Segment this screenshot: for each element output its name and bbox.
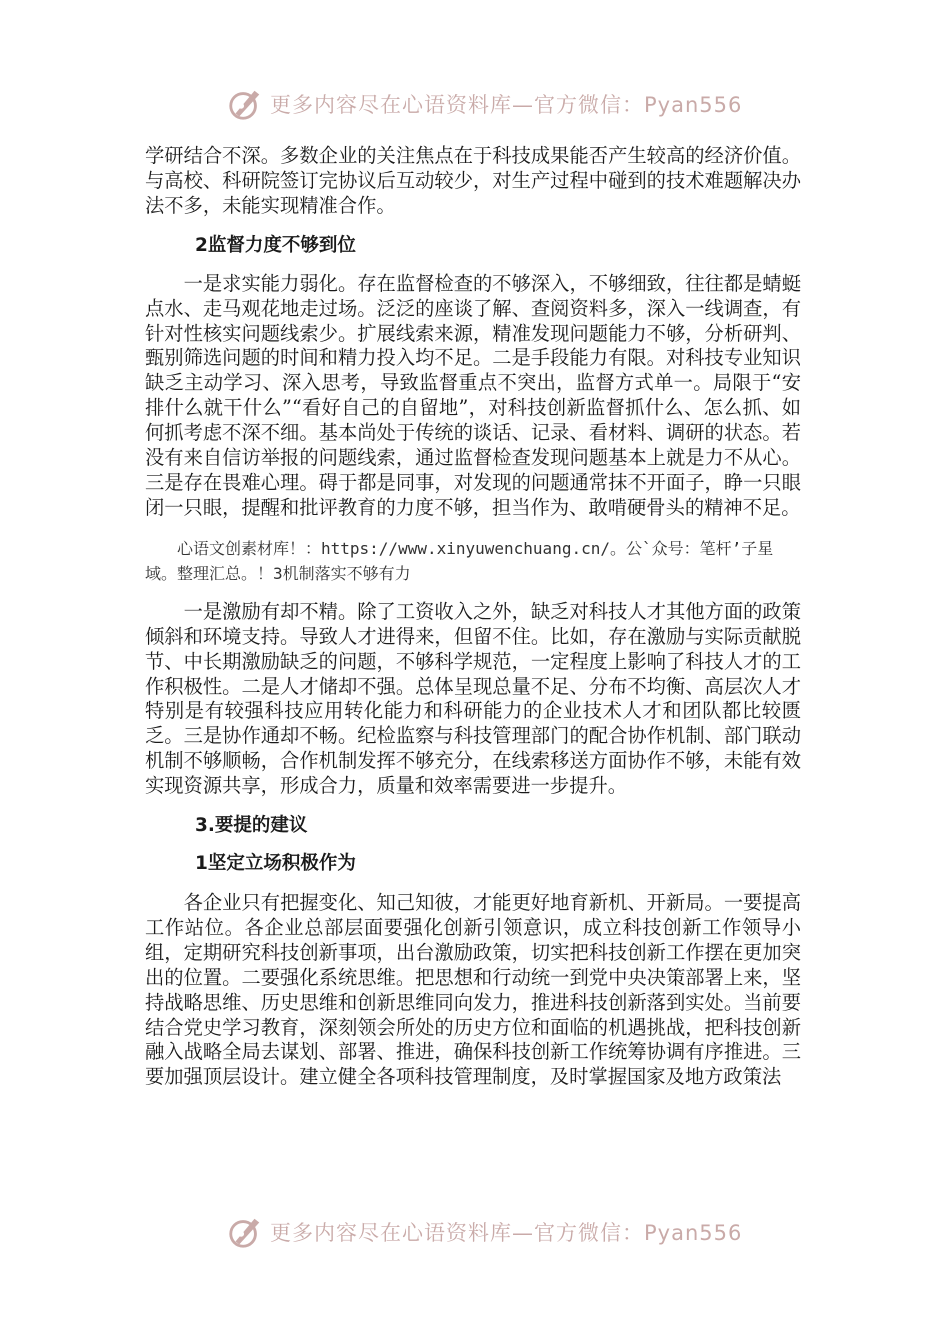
paragraph-supervision: 一是求实能力弱化。存在监督检查的不够深入，不够细致，往往都是蜻蜓点水、走马观花地走过场。泛泛的座谈了解、查阅资料多，深入一线调查，有针对性核实问题线索少。扩展线索来源，精准发现问题能力不够，分析研判、甄别筛选问题的时间和精力投入均不足。二是手段能力有限。对科技专业知识缺乏主动学习、深入思考，导致监督重点不突出，监督方式单一。局限于“安排什么就干什么”“看好自己的自留地”，对科技创新监督抓什么、怎么抓、如何抓考虑不深不细。基本尚处于传统的谈话、记录、看材料、调研的状态。若没有来自信访举报的问题线索，通过监督检查发现问题基本上就是力不从心。三是存在畏难心理。碍于都是同事，对发现的问题通常抹不开面子，睁一只眼闭一只眼，提醒和批评教育的力度不够，担当作为、敢啃硬骨头的精神不足。: [145, 271, 801, 519]
header-banner-text: 更多内容尽在心语资料库—官方微信：Pyan556: [270, 93, 743, 117]
pen-logo-icon: [226, 1213, 264, 1251]
paragraph-mechanism: 一是激励有却不精。除了工资收入之外，缺乏对科技人才其他方面的政策倾斜和环境支持。导致人才进得来，但留不住。比如，存在激励与实际贡献脱节、中长期激励缺乏的问题，不够科学规范，一定程度上影响了科技人才的工作积极性。二是人才储却不强。总体呈现总量不足、分布不均衡、高层次人才特别是有较强科技应用转化能力和科研能力的企业技术人才和团队都比较匮乏。三是协作通却不畅。纪检监察与科技管理部门的配合协作机制、部门联动机制不够顺畅，合作机制发挥不够充分，在线索移送方面协作不够，未能有效实现资源共享，形成合力，质量和效率需要进一步提升。: [145, 599, 801, 798]
section-heading-stance: 1坚定立场积极作为: [195, 853, 356, 875]
paragraph-stance: 各企业只有把握变化、知己知彼，才能更好地育新机、开新局。一要提高工作站位。各企业总部层面要强化创新引领意识，成立科技创新工作领导小组，定期研究科技创新事项，出台激励政策，切实把科技创新工作摆在更加突出的位置。二要强化系统思维。把思想和行动统一到党中央决策部署上来，坚持战略思维、历史思维和创新思维同向发力，推进科技创新落到实处。当前要结合党史学习教育，深刻领会所处的历史方位和面临的机遇挑战，把科技创新融入战略全局去谋划、部署、推进，确保科技创新工作统筹协调有序推进。三要加强顶层设计。建立健全各项科技管理制度，及时掌握国家及地方政策法: [145, 891, 801, 1089]
footer-banner: [226, 1212, 746, 1252]
footer-banner-text: 更多内容尽在心语资料库—官方微信：Pyan556: [270, 1221, 743, 1245]
source-note: 心语文创素材库！：https://www.xinyuwenchuang.cn/。公`众号：笔杆’子星域。整理汇总。！3机制落实不够有力: [145, 538, 774, 583]
pen-logo-icon: [226, 85, 264, 123]
document-body: [145, 144, 801, 1090]
paragraph-intro: 学研结合不深。多数企业的关注焦点在于科技成果能否产生较高的经济价值。与高校、科研院签订完协议后互动较少，对生产过程中碰到的技术难题解决办法不多，未能实现精准合作。: [145, 144, 801, 217]
section-heading-supervision: 2监督力度不够到位: [195, 234, 356, 256]
header-banner: [226, 84, 746, 124]
section-heading-suggestions: 3.要提的建议: [195, 815, 308, 837]
